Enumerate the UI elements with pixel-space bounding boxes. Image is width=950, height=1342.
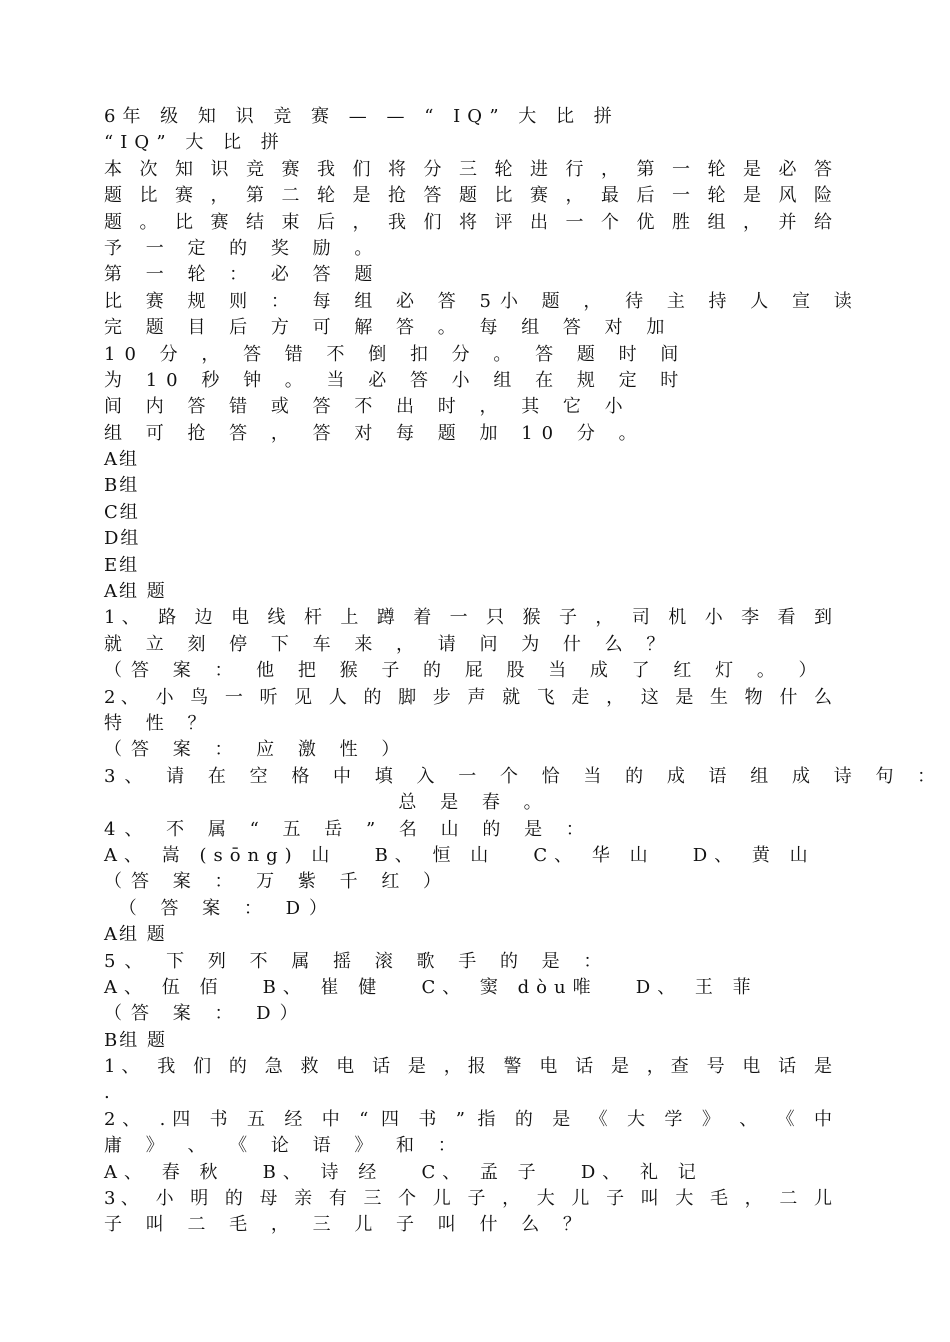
question-line: 2、 小 鸟 一 听 见 人 的 脚 步 声 就 飞 走 ， 这 是 生 物 什 么 [104,686,832,708]
section-heading: B组 题 [104,1029,167,1051]
group-label: A组 [104,449,139,471]
intro-line-1: 本 次 知 识 竞 赛 我 们 将 分 三 轮 进 行 ， 第 一 轮 是 必 答 [104,158,832,180]
answer-line: （答 案 ： D） [104,1003,307,1025]
group-label: C组 [104,501,140,523]
round-one-heading: 第 一 轮 ： 必 答 题 [104,264,382,286]
options-line: A、 嵩 (sōng) 山 B、 恒 山 C、 华 山 D、 黄 山 [104,844,815,866]
answer-line: （ 答 案 ： D） [104,897,337,919]
question-line: 3、 请 在 空 格 中 填 入 一 个 恰 当 的 成 语 组 成 诗 句 ： [104,765,945,787]
answer-line: （答 案 ： 他 把 猴 子 的 屁 股 当 成 了 红 灯 。 ） [104,660,826,682]
document-body [104,104,945,1239]
group-label: E组 [104,554,140,576]
rules-line-5: 间 内 答 错 或 答 不 出 时 ， 其 它 小 [104,396,632,418]
group-label: B组 [104,475,140,497]
section-heading: A组 题 [104,581,167,603]
rules-line-3: 10 分 ， 答 错 不 倒 扣 分 。 答 题 时 间 [104,343,688,365]
question-line: 子 叫 二 毛 ， 三 儿 子 叫 什 么 ？ [104,1214,590,1236]
question-line: 5、 下 列 不 属 摇 滚 歌 手 的 是 ： [104,950,611,972]
rules-line-1: 比 赛 规 则 ： 每 组 必 答 5小 题 ， 待 主 持 人 宣 读 [104,290,861,312]
question-line: 总 是 春 。 [104,792,551,814]
question-line: 就 立 刻 停 下 车 来 ， 请 问 为 什 么 ？ [104,633,674,655]
answer-line: （答 案 ： 万 紫 千 红 ） [104,871,451,893]
question-line: 1、 路 边 电 线 杆 上 蹲 着 一 只 猴 子 ， 司 机 小 李 看 到 [104,607,832,629]
rules-line-4: 为 10 秒 钟 。 当 必 答 小 组 在 规 定 时 [104,369,688,391]
options-line: A、 伍 佰 B、 崔 健 C、 窦 dòu唯 D、 王 菲 [104,976,758,998]
group-label: D组 [104,528,141,550]
section-heading: A组 题 [104,924,167,946]
question-line: 1、 我 们 的 急 救 电 话 是 ，报 警 电 话 是 ，查 号 电 话 是 [104,1056,832,1078]
question-line: 特 性 ？ [104,712,215,734]
document-subtitle: “IQ” 大 比 拼 [104,132,286,154]
intro-line-2: 题 比 赛 ， 第 二 轮 是 抢 答 题 比 赛 ， 最 后 一 轮 是 风 险 [104,185,832,207]
intro-line-3: 题 。 比 赛 结 束 后 ， 我 们 将 评 出 一 个 优 胜 组 ， 并 给 [104,211,832,233]
question-line: 庸 》 、 《 论 语 》 和 ： [104,1135,465,1157]
rules-line-6: 组 可 抢 答 ， 答 对 每 题 加 10 分 。 [104,422,646,444]
rules-line-2: 完 题 目 后 方 可 解 答 。 每 组 答 对 加 [104,317,674,339]
question-line: 2、 .四 书 五 经 中 “ 四 书 ” 指 的 是 《 大 学 》 、 《 中 [104,1108,832,1130]
document-title: 6年 级 知 识 竞 赛 — — “ IQ” 大 比 拼 [104,106,619,127]
options-line: A、 春 秋 B、 诗 经 C、 孟 子 D、 礼 记 [104,1161,703,1183]
intro-line-4: 予 一 定 的 奖 励 。 [104,237,382,259]
question-line: . [104,1082,110,1104]
question-line: 4、 不 属 “ 五 岳 ” 名 山 的 是 ： [104,818,593,840]
question-line: 3、 小 明 的 母 亲 有 三 个 儿 子 ， 大 儿 子 叫 大 毛 ， 二 儿 [104,1188,832,1210]
answer-line: （答 案 ： 应 激 性 ） [104,739,409,761]
